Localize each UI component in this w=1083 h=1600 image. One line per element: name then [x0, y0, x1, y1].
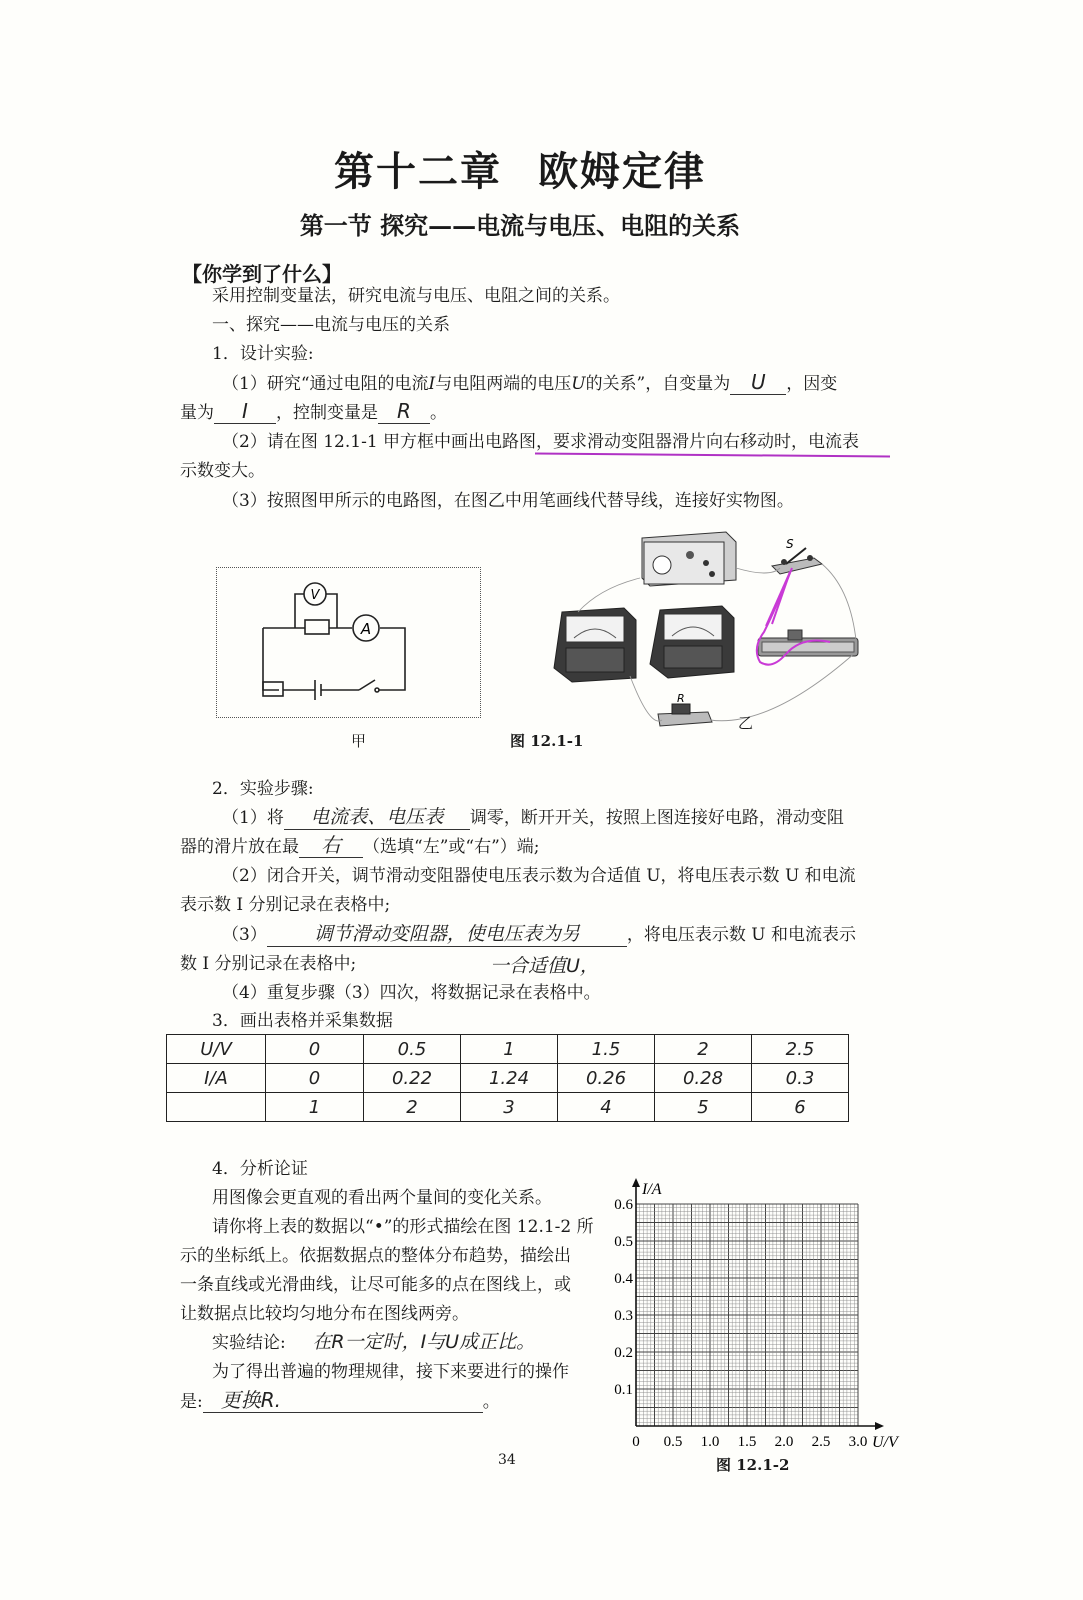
chart-grid: [636, 1204, 858, 1426]
figure-label-yi: 乙: [738, 714, 754, 732]
part-one-heading: 一、探究——电流与电压的关系: [212, 315, 450, 335]
step4-paragraph2-line4: 让数据点比较均匀地分布在图线两旁。: [180, 1304, 469, 1324]
q1-text-c: 的关系”，自变量为: [585, 374, 731, 394]
step4-paragraph2-line3: 一条直线或光滑曲线，让尽可能多的点在图线上，或: [180, 1275, 571, 1295]
table-cell: 0.3: [752, 1064, 849, 1093]
answer-conclusion: 在R一定时，I与U成正比。: [312, 1331, 536, 1353]
answer-slider-side: 右: [299, 833, 363, 858]
y-tick-label: 0.5: [614, 1234, 633, 1250]
table-cell: 1.5: [558, 1035, 655, 1064]
y-axis-arrow: [632, 1178, 640, 1187]
learn-header: 【你学到了什么】: [182, 262, 342, 286]
step2-s3-line2: 数 I 分别记录在表格中;: [180, 954, 357, 974]
step1-q2-line2: 示数变大。: [180, 461, 265, 481]
table-cell: 1: [461, 1035, 558, 1064]
table-cell: 2.5: [752, 1035, 849, 1064]
ammeter-label: A: [360, 620, 372, 638]
x-tick-label: 3.0: [848, 1434, 868, 1450]
q1-text-g: 。: [430, 403, 447, 423]
table-row: [167, 1064, 849, 1093]
graph-paper-chart: [600, 1176, 912, 1476]
table-row: [167, 1035, 849, 1064]
y-tick-label: 0.1: [614, 1382, 633, 1398]
figure-label-jia: 甲: [351, 732, 367, 750]
table-cell: 0: [266, 1035, 364, 1064]
step2-s1-line1: [222, 804, 844, 832]
x-axis-label: U/V: [872, 1434, 898, 1451]
table-cell: 1: [266, 1093, 364, 1122]
step1-q2-line1: （2）请在图 12.1-1 甲方框中画出电路图，要求滑动变阻器滑片向右移动时，电流表: [222, 432, 860, 452]
resistor-device-icon: [658, 704, 712, 726]
q1-text-a: （1）研究“通过电阻的电流: [222, 374, 429, 394]
next-step-period: 。: [482, 1392, 500, 1412]
switch-icon: [772, 548, 822, 574]
x-tick-label: 2.0: [774, 1434, 794, 1450]
chart-ticks: [614, 1197, 867, 1450]
step4-title: 4．分析论证: [212, 1159, 308, 1179]
voltmeter-label: V: [310, 588, 320, 603]
power-supply-icon: [642, 532, 736, 586]
intro-text: 采用控制变量法，研究电流与电压、电阻之间的关系。: [212, 286, 620, 306]
table-cell: 4: [558, 1093, 655, 1122]
answer-next-step: 更换R.: [203, 1388, 483, 1413]
s3-text-b: ，将电压表示数 U 和电流表示: [626, 925, 856, 945]
step2-title: 2．实验步骤:: [212, 779, 314, 799]
table-cell: U/V: [167, 1035, 266, 1064]
s3-text-a: （3）: [222, 925, 267, 945]
next-step-label: 是:: [180, 1392, 203, 1412]
answer-meters: 电流表、电压表: [284, 805, 470, 830]
table-cell: 1.24: [461, 1064, 558, 1093]
chapter-name: 欧姆定律: [538, 148, 706, 195]
x-tick-label: 1.0: [700, 1434, 720, 1450]
next-step-line1: 为了得出普遍的物理规律，接下来要进行的操作: [212, 1362, 569, 1382]
step1-q1-line1: [222, 370, 837, 398]
rheostat-icon: [758, 630, 858, 656]
table-cell: 0.26: [558, 1064, 655, 1093]
step2-s1-line2: [180, 833, 540, 861]
table-cell: 2: [655, 1035, 752, 1064]
step2-s2-line2: 表示数 I 分别记录在表格中;: [180, 895, 391, 915]
step2-s3-line1: [222, 921, 856, 949]
table-cell: 0.22: [364, 1064, 461, 1093]
table-cell: I/A: [167, 1064, 266, 1093]
table-cell: 5: [655, 1093, 752, 1122]
resistor-label: R: [677, 692, 685, 705]
answer-dependent-variable: I: [214, 399, 276, 424]
y-tick-label: 0.4: [614, 1271, 633, 1287]
conclusion-label: 实验结论:: [212, 1333, 286, 1353]
s1-text-c: 器的滑片放在最: [180, 837, 299, 857]
apparatus-illustration: [540, 528, 885, 743]
x-tick-label: 1.5: [737, 1434, 757, 1450]
section-title: 第一节 探究——电流与电压、电阻的关系: [299, 211, 741, 240]
q1-symbol-i: I: [428, 374, 436, 394]
q1-text-f: ，控制变量是: [276, 403, 378, 423]
circuit-diagram-box: [216, 567, 481, 718]
step1-title: 1．设计实验:: [212, 344, 314, 364]
table-cell: [167, 1093, 266, 1122]
table-cell: 0.28: [655, 1064, 752, 1093]
x-tick-label: 2.5: [811, 1434, 831, 1450]
next-step-line2: [180, 1388, 500, 1416]
conclusion-line: [212, 1329, 562, 1357]
q1-text-b: 与电阻两端的电压: [435, 374, 572, 394]
answer-control-variable: R: [378, 399, 430, 424]
x-tick-label: 0.5: [663, 1434, 683, 1450]
step4-paragraph1: 用图像会更直观的看出两个量间的变化关系。: [212, 1188, 552, 1208]
circuit-diagram: [217, 568, 480, 717]
table-cell: 6: [752, 1093, 849, 1122]
x-axis-arrow: [875, 1422, 884, 1430]
answer-step3-part1: 调节滑动变阻器，使电压表为另: [267, 922, 627, 947]
y-tick-label: 0.2: [614, 1345, 633, 1361]
x-tick-label: 0: [632, 1434, 640, 1450]
y-tick-label: 0.6: [614, 1197, 633, 1213]
step2-s4: （4）重复步骤（3）四次，将数据记录在表格中。: [222, 983, 601, 1003]
table-cell: 3: [461, 1093, 558, 1122]
y-tick-label: 0.3: [614, 1308, 633, 1324]
chapter-title: [0, 140, 1040, 197]
q1-symbol-u: U: [571, 374, 586, 394]
answer-step3-part2: 一合适值U，: [490, 955, 599, 977]
switch-label: S: [786, 537, 794, 551]
voltmeter-device-icon: [554, 608, 636, 682]
q1-text-d: ，因变: [786, 374, 838, 394]
step1-q1-line2: [180, 399, 447, 427]
step4-paragraph2-line2: 示的坐标纸上。依据数据点的整体分布趋势，描绘出: [180, 1246, 571, 1266]
ammeter-device-icon: [650, 606, 734, 678]
table-cell: 0.5: [364, 1035, 461, 1064]
figure2-caption: 图 12.1-2: [716, 1456, 790, 1474]
step1-q3: （3）按照图甲所示的电路图，在图乙中用笔画线代替导线，连接好实物图。: [222, 491, 794, 511]
y-axis-label: I/A: [642, 1181, 662, 1198]
step4-paragraph2-line1: 请你将上表的数据以“•”的形式描绘在图 12.1-2 所: [212, 1217, 594, 1237]
step3-title: 3．画出表格并采集数据: [212, 1011, 393, 1031]
page-number: 34: [498, 1452, 516, 1468]
table-cell: 0: [266, 1064, 364, 1093]
q1-text-e: 量为: [180, 403, 214, 423]
answer-independent-variable: U: [730, 370, 786, 395]
step2-s2-line1: （2）闭合开关，调节滑动变阻器使电压表示数为合适值 U，将电压表示数 U 和电流: [222, 866, 856, 886]
chapter-number: 第十二章: [334, 148, 502, 195]
table-row: [167, 1093, 849, 1122]
figure1-caption: 图 12.1-1: [510, 732, 584, 750]
data-table: [166, 1034, 849, 1122]
s1-text-a: （1）将: [222, 808, 284, 828]
s1-text-d: （选填“左”或“右”）端;: [363, 837, 540, 857]
table-cell: 2: [364, 1093, 461, 1122]
s1-text-b: 调零，断开开关，按照上图连接好电路，滑动变阻: [469, 808, 844, 828]
